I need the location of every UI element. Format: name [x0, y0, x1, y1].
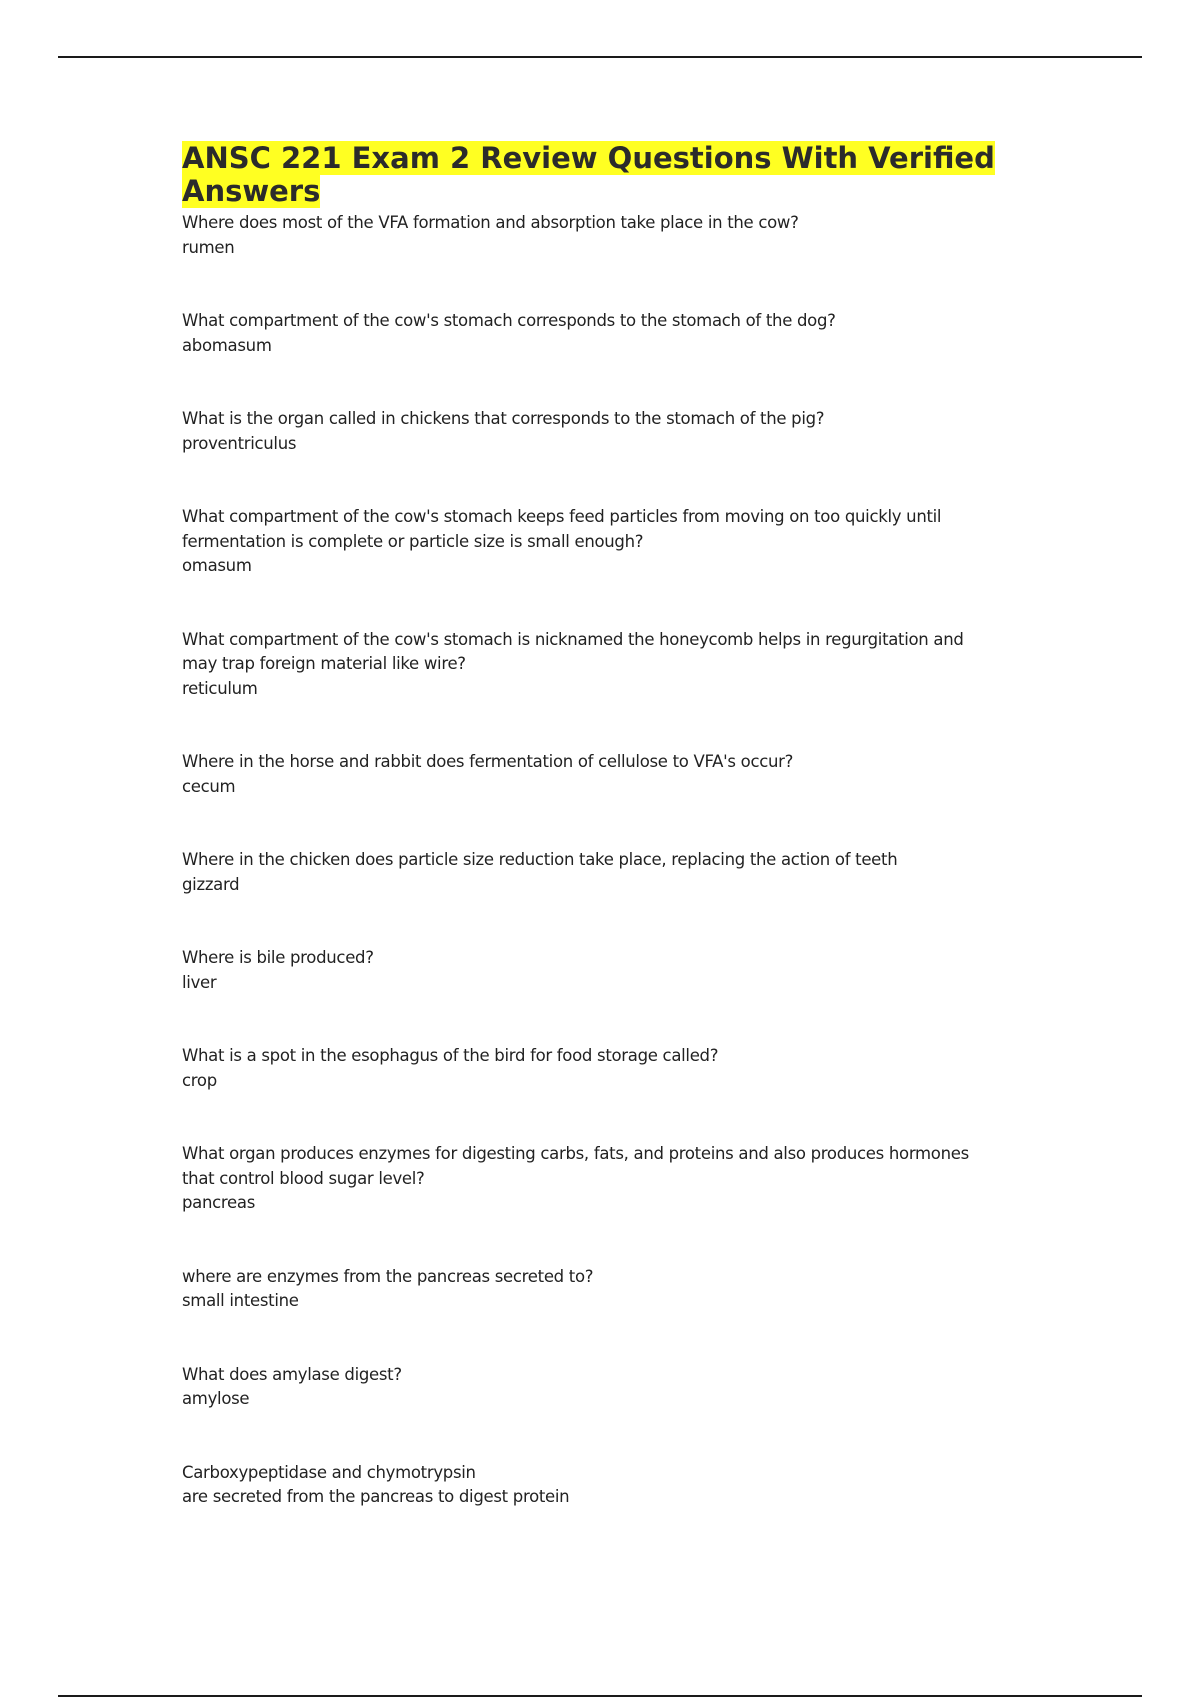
qa-item — [182, 1363, 1002, 1412]
answer-text: abomasum — [182, 335, 272, 355]
qa-item — [182, 211, 1002, 260]
question-text: Where in the chicken does particle size reduction take place, replacing the action of teeth — [182, 850, 898, 869]
question-text: What compartment of the cow's stomach corresponds to the stomach of the dog? — [182, 311, 836, 330]
qa-item — [182, 505, 1002, 579]
answer-text: small intestine — [182, 1291, 299, 1310]
answer-text: amylose — [182, 1389, 250, 1408]
question-text: What compartment of the cow's stomach is nicknamed the honeycomb helps in regurgitation and may trap foreign material like wire? — [182, 629, 964, 673]
qa-item — [182, 750, 1002, 799]
document-title: ANSC 221 Exam 2 Review Questions With Verified Answers — [182, 141, 995, 208]
qa-item — [182, 1461, 1002, 1510]
question-text: What is the organ called in chickens that corresponds to the stomach of the pig? — [182, 409, 825, 428]
question-text: What compartment of the cow's stomach keeps feed particles from moving on too quickly until fermentation is complete or particle size is small enough? — [182, 507, 942, 551]
question-text: where are enzymes from the pancreas secreted to? — [182, 1266, 594, 1286]
qa-item — [182, 1265, 1002, 1314]
qa-item — [182, 1044, 1002, 1093]
qa-item — [182, 946, 1002, 995]
answer-text: liver — [182, 972, 217, 992]
question-text: Where in the horse and rabbit does fermentation of cellulose to VFA's occur? — [182, 752, 794, 771]
qa-item — [182, 309, 1002, 358]
top-rule — [58, 56, 1142, 58]
answer-text: omasum — [182, 556, 252, 575]
question-text: What does amylase digest? — [182, 1364, 402, 1384]
answer-text: are secreted from the pancreas to digest protein — [182, 1487, 570, 1506]
answer-text: proventriculus — [182, 433, 297, 453]
answer-text: pancreas — [182, 1193, 255, 1212]
document-body — [182, 142, 1002, 1510]
question-text: What is a spot in the esophagus of the bird for food storage called? — [182, 1046, 719, 1065]
bottom-rule — [58, 1695, 1142, 1697]
answer-text: crop — [182, 1070, 217, 1090]
question-text: What organ produces enzymes for digesting carbs, fats, and proteins and also produces hormones that control blood sugar level? — [182, 1144, 969, 1188]
question-text: Carboxypeptidase and chymotrypsin — [182, 1462, 476, 1482]
qa-item — [182, 848, 1002, 897]
qa-item — [182, 628, 1002, 702]
qa-item — [182, 407, 1002, 456]
question-text: Where is bile produced? — [182, 948, 374, 967]
question-text: Where does most of the VFA formation and absorption take place in the cow? — [182, 213, 799, 232]
answer-text: reticulum — [182, 678, 258, 698]
answer-text: rumen — [182, 237, 235, 257]
qa-item — [182, 1142, 1002, 1216]
answer-text: gizzard — [182, 874, 240, 894]
answer-text: cecum — [182, 776, 236, 796]
